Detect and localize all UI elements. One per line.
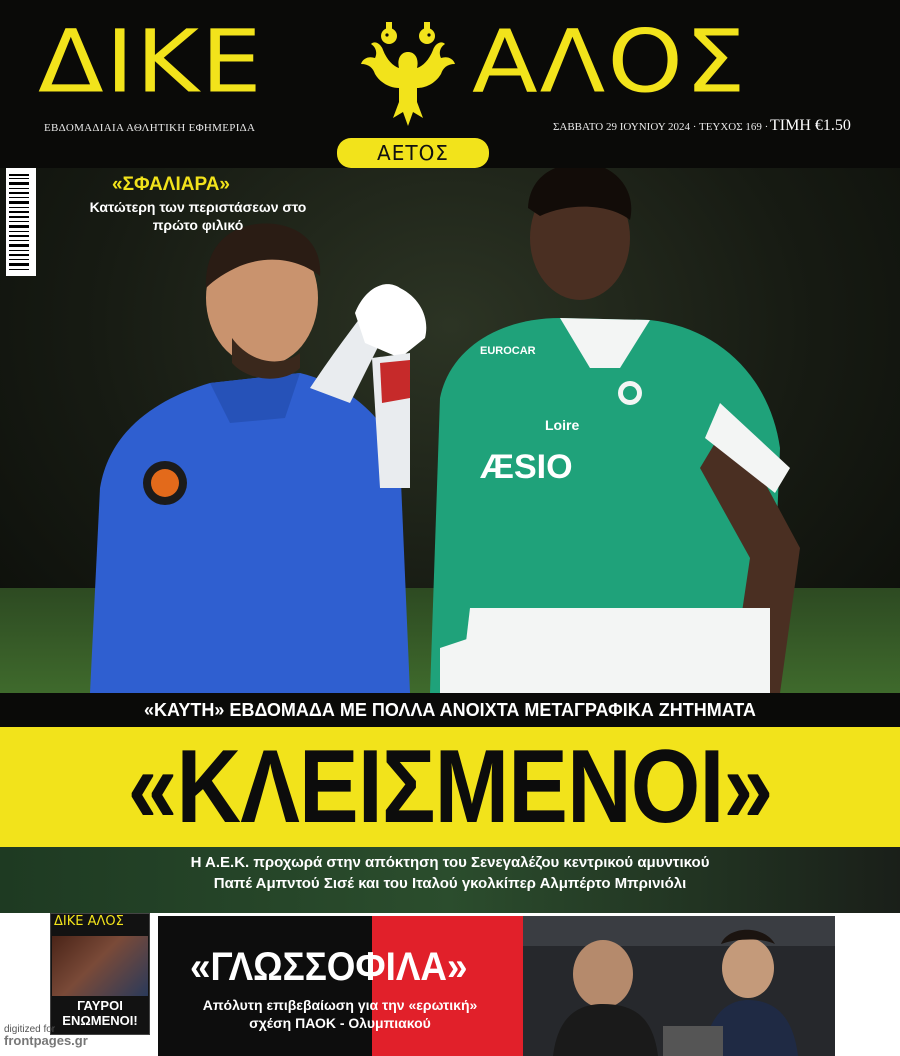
lead-subhead-line-2: Παπέ Αμπντού Σισέ και του Ιταλού γκολκίπερ Αλμπέρτο Μπρινιόλι	[213, 875, 687, 892]
masthead-tagline: ΕΒΔΟΜΑΔΙΑΙΑ ΑΘΛΗΤΙΚΗ ΕΦΗΜΕΡΙΔΑ	[44, 122, 256, 134]
barcode	[6, 168, 36, 276]
mini-cover-caption: ΓΑΥΡΟΙ ΕΝΩΜΕΝΟΙ!	[62, 998, 138, 1028]
mini-cover-logo: ΔΙΚΕ ΑΛΟΣ	[54, 914, 124, 929]
lead-subhead	[0, 852, 900, 894]
mini-cover-photo	[52, 936, 148, 996]
secondary-story-text	[180, 996, 500, 1032]
goalkeeper-figure	[90, 223, 426, 693]
kicker-title: «ΣΦΑΛΙΑΡΑ»	[112, 174, 230, 195]
players-illustration	[0, 168, 900, 693]
kit-sponsor-main: ÆSIO	[480, 448, 573, 486]
footer-credit	[4, 1024, 88, 1046]
lead-headline: «ΚΛΕΙΣΜΕΝΟΙ»	[127, 729, 773, 845]
secondary-story-photo	[523, 916, 835, 1056]
meeting-photo-illustration	[523, 916, 835, 1056]
footer-digitized: digitized for	[4, 1024, 56, 1035]
masthead-logo-right: ΑΛΟΣ	[472, 11, 748, 113]
issue-price: ΤΙΜΗ €1.50	[770, 117, 851, 134]
secondary-story-text-line-2: σχέση ΠΑΟΚ - Ολυμπιακού	[249, 1015, 431, 1031]
outfield-player-figure	[430, 168, 800, 693]
supplement-badge: ΑΕΤΟΣ	[337, 138, 489, 168]
kicker-text: Κατώτερη των περιστάσεων στο πρώτο φιλικό	[89, 199, 307, 233]
barcode-lines-icon	[6, 168, 36, 276]
secondary-story-text-line-1: Απόλυτη επιβεβαίωση για την «ερωτική»	[202, 997, 478, 1013]
lead-subhead-line-1: Η Α.Ε.Κ. προχωρά στην απόκτηση του Σενεγαλέζου κεντρικού αμυντικού	[190, 854, 710, 871]
issue-info: ΣΑΒΒΑΤΟ 29 ΙΟΥΝΙΟΥ 2024 · ΤΕΥΧΟΣ 169 ·	[553, 121, 769, 133]
footer-site-link[interactable]: frontpages.gr	[4, 1033, 88, 1048]
secondary-story-title: «ΓΛΩΣΣΟΦΙΛΑ»	[190, 945, 468, 989]
lead-strapline: «ΚΑΥΤΗ» ΕΒΔΟΜΑΔΑ ΜΕ ΠΟΛΛΑ ΑΝΟΙΧΤΑ ΜΕΤΑΓΡΑΦΙΚΑ ΖΗΤΗΜΑΤΑ	[0, 693, 900, 727]
masthead	[0, 0, 900, 168]
kit-sponsor-secondary: Loire	[545, 417, 580, 433]
double-headed-eagle-icon	[353, 22, 463, 132]
kit-sponsor-collar: EUROCAR	[480, 345, 536, 357]
masthead-logo-left: ΔΙΚΕ	[38, 11, 264, 113]
